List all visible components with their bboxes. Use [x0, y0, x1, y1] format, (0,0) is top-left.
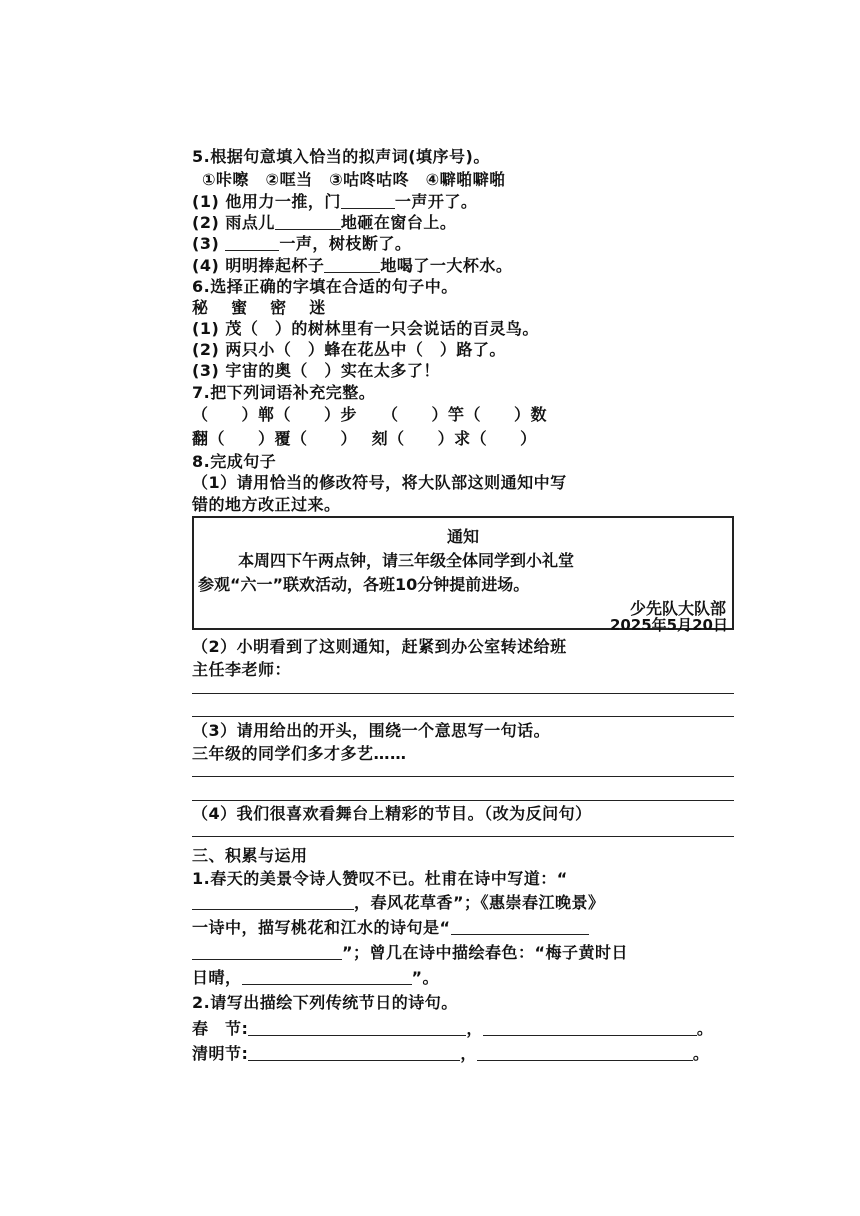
answer-line[interactable]	[192, 776, 734, 777]
q8-part3-line2: 三年级的同学们多才多艺……	[192, 744, 407, 763]
q5-item-2: (2) 雨点儿 地砸在窗台上。	[192, 213, 457, 232]
q6-item-1: (1) 茂（ ）的树林里有一只会说话的百灵鸟。	[192, 319, 539, 338]
s3-q1-line3: 一诗中，描写桃花和江水的诗句是“	[192, 917, 742, 939]
blank[interactable]	[483, 1019, 697, 1036]
answer-line[interactable]	[192, 836, 734, 837]
q5-options: ①咔嚓 ②哐当 ③咕咚咕咚 ④噼啪噼啪	[202, 170, 506, 189]
blank[interactable]	[192, 893, 354, 910]
notice-box	[192, 516, 734, 634]
q5-item-4: (4) 明明捧起杯子 地喝了一大杯水。	[192, 256, 513, 275]
answer-line[interactable]	[192, 693, 734, 694]
q5-title: 5.根据句意填入恰当的拟声词(填序号)。	[192, 147, 490, 166]
blank[interactable]	[248, 1019, 466, 1036]
q8-part1-line2: 错的地方改正过来。	[192, 495, 341, 514]
notice-date: 2025年5月20日	[609, 616, 728, 634]
notice-signature: 少先队大队部	[629, 599, 726, 618]
q8-part1-line1: （1）请用恰当的修改符号，将大队部这则通知中写	[192, 473, 567, 492]
q6-title: 6.选择正确的字填在合适的句子中。	[192, 277, 458, 296]
s3-q2-title: 2.请写出描绘下列传统节日的诗句。	[192, 993, 458, 1012]
q7-row-2: 翻（ ）覆（ ） 刻（ ）求（ ）	[192, 429, 537, 448]
q6-item-3: (3) 宇宙的奥（ ）实在太多了！	[192, 361, 440, 380]
q8-part4: （4）我们很喜欢看舞台上精彩的节目。（改为反问句）	[192, 804, 592, 823]
blank[interactable]	[477, 1044, 693, 1061]
spring-festival-row: 春 节: ， 。	[192, 1019, 714, 1038]
q6-item-2: (2) 两只小（ ）蜂在花丛中（ ）路了。	[192, 340, 506, 359]
blank[interactable]	[242, 968, 412, 985]
q8-part3-line1: （3）请用给出的开头，围绕一个意思写一句话。	[192, 721, 551, 740]
answer-line[interactable]	[192, 800, 734, 801]
section-3-title: 三、积累与运用	[192, 846, 308, 865]
q6-chars: 秘 蜜 密 迷	[192, 298, 326, 317]
blank[interactable]	[225, 234, 279, 251]
q8-title: 8.完成句子	[192, 452, 277, 471]
q5-item-1: (1) 他用力一推，门 一声开了。	[192, 192, 478, 211]
q8-part2-line1: （2）小明看到了这则通知，赶紧到办公室转述给班	[192, 637, 567, 656]
s3-q1-line2: ，春风花草香”；《惠崇春江晚景》	[192, 892, 742, 914]
blank[interactable]	[341, 192, 395, 209]
s3-q1-line4: ”；曾几在诗中描绘春色：“梅子黄时日	[192, 942, 742, 964]
q7-row-1: （ ）郸（ ）步 （ ）竽（ ）数	[192, 405, 548, 424]
q7-title: 7.把下列词语补充完整。	[192, 383, 376, 402]
s3-q1-line1: 1.春天的美景令诗人赞叹不已。杜甫在诗中写道：“	[192, 869, 568, 888]
notice-title: 通知	[446, 527, 479, 546]
blank[interactable]	[248, 1044, 460, 1061]
blank[interactable]	[324, 256, 380, 273]
answer-line[interactable]	[192, 716, 734, 717]
blank[interactable]	[192, 943, 342, 960]
blank[interactable]	[451, 918, 589, 935]
q8-part2-line2: 主任李老师：	[192, 660, 292, 679]
qingming-festival-row: 清明节: ， 。	[192, 1044, 710, 1063]
blank[interactable]	[275, 213, 341, 230]
notice-body-line1: 本周四下午两点钟，请三年级全体同学到小礼堂	[238, 551, 575, 570]
s3-q1-line5: 日晴， ”。	[192, 968, 440, 987]
q5-item-3: (3) 一声，树枝断了。	[192, 234, 412, 253]
notice-body-line2: 参观“六一”联欢活动，各班10分钟提前进场。	[198, 575, 530, 594]
